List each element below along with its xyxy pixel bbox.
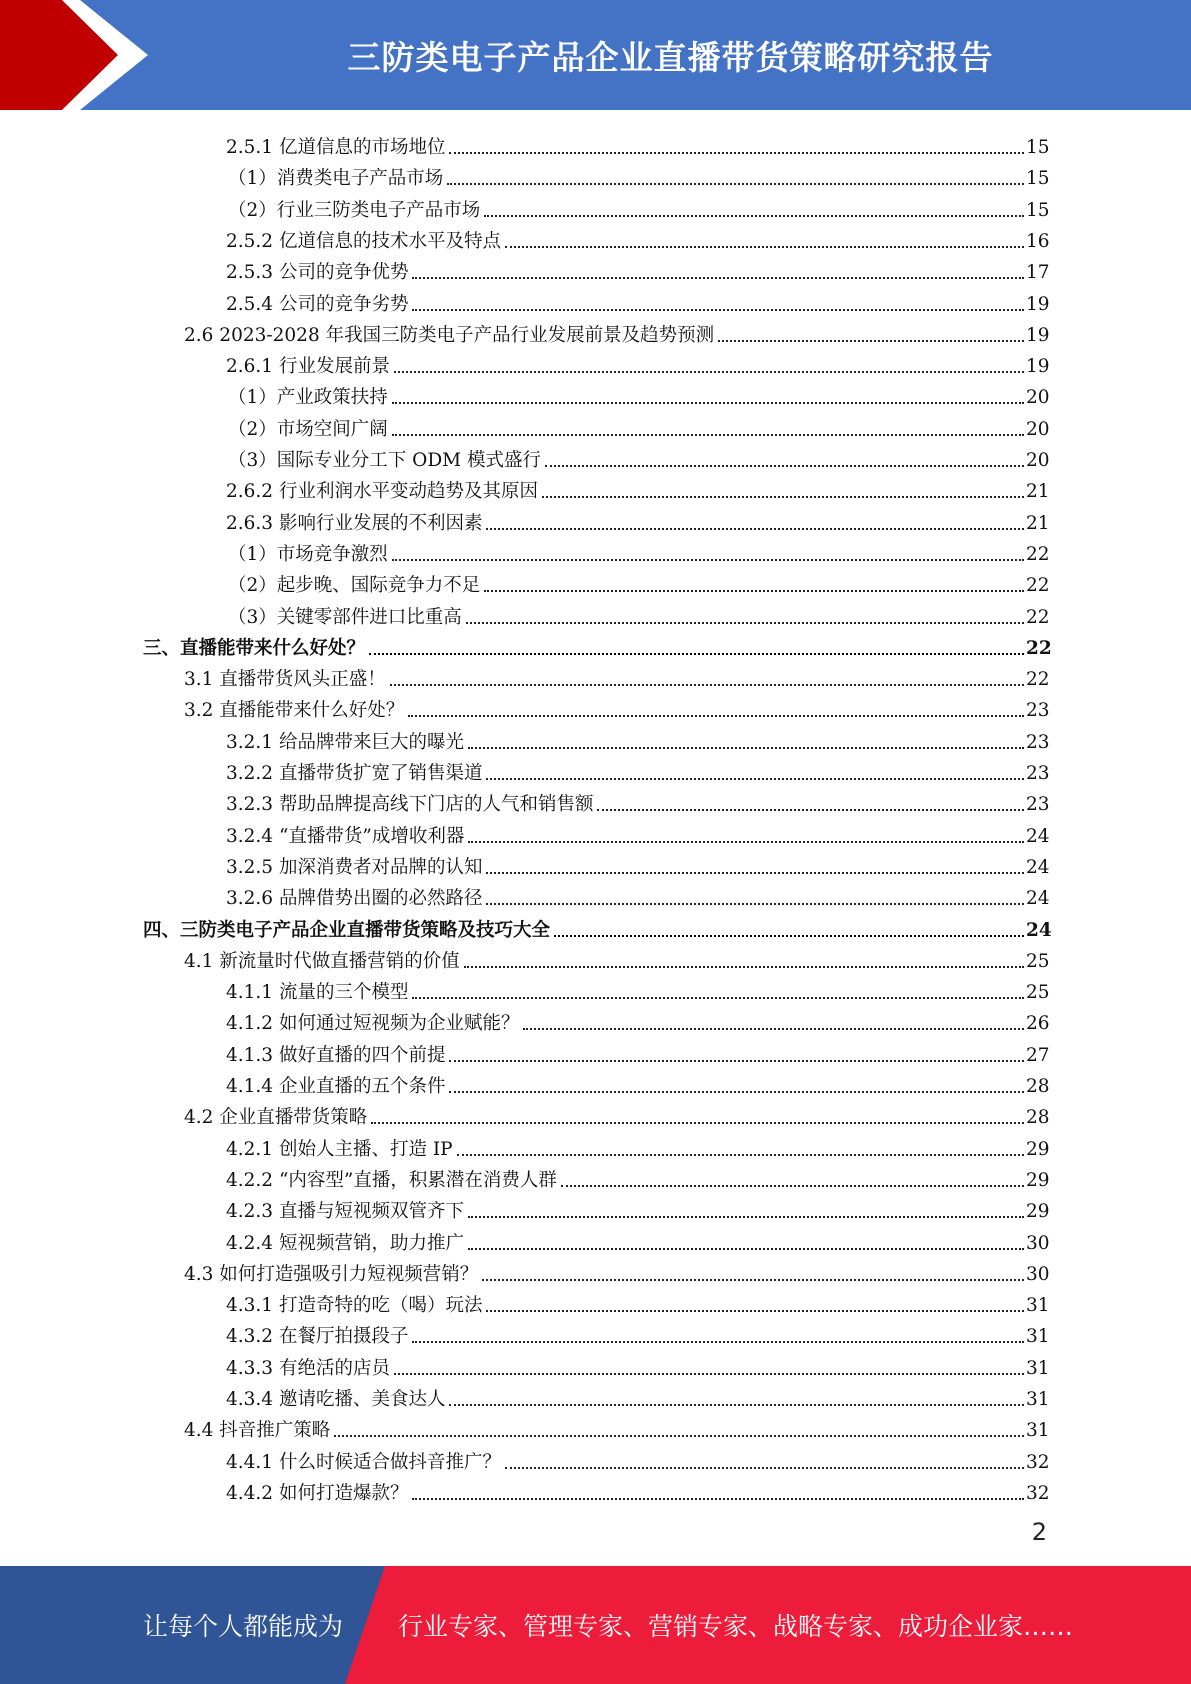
toc-entry[interactable] xyxy=(226,973,1048,1004)
toc-dot-leader xyxy=(408,715,1024,717)
toc-dot-leader xyxy=(449,1091,1024,1093)
toc-entry[interactable] xyxy=(184,691,1048,722)
toc-entry-title: 4.2.3 直播与短视频双管齐下 xyxy=(226,1201,464,1223)
toc-dot-leader xyxy=(392,402,1024,404)
toc-entry[interactable] xyxy=(226,1380,1048,1411)
toc-entry-page: 23 xyxy=(1026,794,1050,816)
toc-dot-leader xyxy=(484,590,1024,592)
toc-entry-title: 4.3.3 有绝活的店员 xyxy=(226,1357,390,1379)
toc-entry-page: 20 xyxy=(1026,387,1050,409)
page-number: 2 xyxy=(1031,1518,1047,1546)
toc-entry[interactable] xyxy=(226,1036,1048,1067)
toc-entry-title: （2）起步晚、国际竞争力不足 xyxy=(228,575,481,597)
toc-entry-page: 29 xyxy=(1026,1138,1050,1160)
toc-dot-leader xyxy=(484,215,1024,217)
toc-entry-page: 27 xyxy=(1026,1044,1050,1066)
toc-entry-page: 28 xyxy=(1026,1107,1050,1129)
toc-entry-page: 23 xyxy=(1026,700,1050,722)
toc-entry-title: 三、直播能带来什么好处？ xyxy=(143,637,366,659)
toc-dot-leader xyxy=(392,434,1024,436)
toc-entry-title: 3.1 直播带货风头正盛！ xyxy=(184,669,386,691)
toc-entry[interactable] xyxy=(143,911,1052,942)
toc-entry-title: 4.4.1 什么时候适合做抖音推广？ xyxy=(226,1451,501,1473)
toc-dot-leader xyxy=(457,1154,1024,1156)
toc-entry-page: 22 xyxy=(1026,669,1050,691)
toc-entry-title: 4.1.3 做好直播的四个前提 xyxy=(226,1044,446,1066)
footer-slogan-left: 让每个人都能成为 xyxy=(143,1612,344,1641)
toc-entry[interactable] xyxy=(228,410,1048,441)
toc-entry-title: 2.6 2023-2028 年我国三防类电子产品行业发展前景及趋势预测 xyxy=(184,324,715,346)
toc-entry-title: 2.6.1 行业发展前景 xyxy=(226,356,390,378)
toc-dot-leader xyxy=(369,653,1024,655)
toc-dot-leader xyxy=(394,1373,1024,1375)
toc-entry[interactable] xyxy=(228,159,1048,190)
toc-entry-page: 21 xyxy=(1026,512,1050,534)
toc-entry-page: 20 xyxy=(1026,418,1050,440)
toc-entry-title: 4.3 如何打造强吸引力短视频营销？ xyxy=(184,1263,479,1285)
toc-entry-title: 3.2.3 帮助品牌提高线下门店的人气和销售额 xyxy=(226,794,594,816)
toc-entry-title: 4.1.1 流量的三个模型 xyxy=(226,982,409,1004)
toc-entry-page: 15 xyxy=(1026,137,1050,158)
toc-entry-page: 19 xyxy=(1026,293,1050,315)
toc-entry-title: （2）行业三防类电子产品市场 xyxy=(228,199,481,221)
toc-entry[interactable] xyxy=(226,128,1048,159)
toc-entry-page: 19 xyxy=(1026,356,1050,378)
toc-dot-leader xyxy=(468,747,1024,749)
toc-entry[interactable] xyxy=(226,1286,1048,1317)
toc-entry[interactable] xyxy=(228,566,1048,597)
toc-entry[interactable] xyxy=(226,1443,1048,1474)
toc-entry-page: 23 xyxy=(1026,763,1050,784)
toc-entry[interactable] xyxy=(226,1224,1048,1255)
toc-entry-title: 2.6.3 影响行业发展的不利因素 xyxy=(226,512,483,534)
toc-entry-title: 4.2.1 创始人主播、打造 IP xyxy=(226,1138,453,1160)
toc-dot-leader xyxy=(486,778,1024,780)
toc-dot-leader xyxy=(464,966,1024,968)
toc-dot-leader xyxy=(542,496,1024,498)
toc-entry-title: 2.5.3 公司的竞争优势 xyxy=(226,262,409,284)
toc-entry-page: 24 xyxy=(1026,919,1052,941)
toc-entry-title: 4.1.4 企业直播的五个条件 xyxy=(226,1076,446,1097)
toc-entry-title: 4.1 新流量时代做直播营销的价值 xyxy=(184,950,460,972)
toc-entry-title: 4.4.2 如何打造爆款？ xyxy=(226,1482,409,1504)
toc-entry-title: 4.1.2 如何通过短视频为企业赋能？ xyxy=(226,1013,520,1035)
toc-dot-leader xyxy=(390,684,1024,686)
toc-entry-page: 15 xyxy=(1026,199,1050,221)
toc-entry-page: 23 xyxy=(1026,731,1050,753)
toc-entry-title: 4.3.4 邀请吃播、美食达人 xyxy=(226,1389,446,1410)
toc-dot-leader xyxy=(486,872,1024,874)
toc-dot-leader xyxy=(486,528,1024,530)
toc-dot-leader xyxy=(466,622,1024,624)
toc-dot-leader xyxy=(561,1185,1024,1187)
toc-entry[interactable] xyxy=(226,817,1048,848)
toc-entry[interactable] xyxy=(228,441,1048,472)
toc-entry-title: 4.3.2 在餐厅拍摄段子 xyxy=(226,1326,409,1348)
page-footer xyxy=(0,1566,1191,1684)
toc-entry-title: 3.2.5 加深消费者对品牌的认知 xyxy=(226,856,483,878)
toc-entry-title: 2.5.1 亿道信息的市场地位 xyxy=(226,137,446,158)
toc-entry[interactable] xyxy=(228,191,1048,222)
toc-entry[interactable] xyxy=(226,848,1048,879)
document-title: 三防类电子产品企业直播带货策略研究报告 xyxy=(347,37,994,77)
toc-entry[interactable] xyxy=(226,285,1048,316)
toc-entry[interactable] xyxy=(226,1130,1048,1161)
toc-entry[interactable] xyxy=(226,504,1048,535)
toc-dot-leader xyxy=(486,903,1024,905)
toc-entry-page: 29 xyxy=(1026,1201,1050,1223)
toc-entry-page: 22 xyxy=(1026,575,1050,597)
toc-entry-page: 16 xyxy=(1026,230,1050,252)
toc-entry[interactable] xyxy=(226,1161,1048,1192)
toc-dot-leader xyxy=(412,309,1024,311)
toc-entry-title: 3.2.2 直播带货扩宽了销售渠道 xyxy=(226,763,483,784)
toc-entry-title: 4.2 企业直播带货策略 xyxy=(184,1107,368,1129)
toc-entry[interactable] xyxy=(226,1474,1048,1505)
toc-entry-page: 32 xyxy=(1026,1451,1050,1473)
toc-entry[interactable] xyxy=(228,535,1048,566)
toc-dot-leader xyxy=(412,277,1024,279)
toc-entry-page: 31 xyxy=(1026,1295,1050,1317)
toc-entry-title: 4.2.4 短视频营销，助力推广 xyxy=(226,1232,464,1254)
toc-dot-leader xyxy=(718,340,1024,342)
toc-entry-page: 17 xyxy=(1026,262,1050,284)
toc-entry-title: （1）消费类电子产品市场 xyxy=(228,168,444,190)
toc-entry-title: 3.2.6 品牌借势出圈的必然路径 xyxy=(226,888,483,910)
toc-entry-title: 2.5.4 公司的竞争劣势 xyxy=(226,293,409,315)
toc-entry-page: 31 xyxy=(1026,1420,1050,1442)
toc-entry-page: 19 xyxy=(1026,324,1050,346)
toc-entry-page: 21 xyxy=(1026,481,1050,503)
toc-entry-title: 3.2.1 给品牌带来巨大的曝光 xyxy=(226,731,464,753)
toc-entry[interactable] xyxy=(226,1067,1048,1098)
toc-entry[interactable] xyxy=(226,785,1048,816)
toc-dot-leader xyxy=(412,1341,1024,1343)
toc-entry-page: 31 xyxy=(1026,1389,1050,1410)
toc-dot-leader xyxy=(449,1404,1024,1406)
toc-dot-leader xyxy=(523,1028,1024,1030)
toc-entry-page: 25 xyxy=(1026,950,1050,972)
toc-entry-title: 4.2.2 “内容型”直播，积累潜在消费人群 xyxy=(226,1169,557,1191)
toc-dot-leader xyxy=(486,1310,1024,1312)
toc-entry-title: 3.2.4 “直播带货”成增收利器 xyxy=(226,825,465,847)
toc-entry-page: 22 xyxy=(1026,543,1050,565)
toc-entry-page: 29 xyxy=(1026,1169,1050,1191)
toc-entry[interactable] xyxy=(226,472,1048,503)
toc-entry-title: 四、三防类电子产品企业直播带货策略及技巧大全 xyxy=(143,919,551,941)
toc-entry-page: 20 xyxy=(1026,450,1050,471)
toc-entry[interactable] xyxy=(184,660,1048,691)
toc-entry[interactable] xyxy=(143,629,1052,660)
toc-entry-title: （3）国际专业分工下 ODM 模式盛行 xyxy=(228,450,541,471)
toc-entry[interactable] xyxy=(228,598,1048,629)
toc-entry[interactable] xyxy=(226,1004,1048,1035)
toc-entry-title: 4.3.1 打造奇特的吃（喝）玩法 xyxy=(226,1295,483,1317)
toc-dot-leader xyxy=(505,1467,1024,1469)
toc-entry-title: 3.2 直播能带来什么好处？ xyxy=(184,700,405,722)
toc-entry-title: 2.5.2 亿道信息的技术水平及特点 xyxy=(226,230,501,252)
toc-entry[interactable] xyxy=(184,1411,1048,1442)
toc-entry-page: 28 xyxy=(1026,1076,1050,1097)
toc-entry-title: （1）产业政策扶持 xyxy=(228,387,388,409)
toc-dot-leader xyxy=(412,997,1024,999)
page-header xyxy=(0,0,1191,110)
toc-dot-leader xyxy=(468,841,1024,843)
toc-entry[interactable] xyxy=(184,316,1048,347)
toc-entry[interactable] xyxy=(226,347,1048,378)
toc-dot-leader xyxy=(447,183,1024,185)
toc-entry[interactable] xyxy=(184,1098,1048,1129)
toc-dot-leader xyxy=(482,1279,1024,1281)
toc-entry-page: 25 xyxy=(1026,982,1050,1004)
toc-entry[interactable] xyxy=(226,754,1048,785)
toc-entry-page: 24 xyxy=(1026,856,1050,878)
toc-entry-page: 31 xyxy=(1026,1357,1050,1379)
toc-dot-leader xyxy=(449,152,1024,154)
toc-entry[interactable] xyxy=(226,1349,1048,1380)
toc-entry-page: 31 xyxy=(1026,1326,1050,1348)
toc-entry[interactable] xyxy=(184,942,1048,973)
toc-dot-leader xyxy=(392,559,1024,561)
toc-dot-leader xyxy=(334,1435,1024,1437)
toc-entry-title: 2.6.2 行业利润水平变动趋势及其原因 xyxy=(226,481,538,503)
toc-entry-title: 4.4 抖音推广策略 xyxy=(184,1420,331,1442)
toc-dot-leader xyxy=(468,1216,1024,1218)
toc-dot-leader xyxy=(597,809,1024,811)
toc-dot-leader xyxy=(412,1498,1024,1500)
toc-entry[interactable] xyxy=(226,1192,1048,1223)
toc-entry[interactable] xyxy=(184,1255,1048,1286)
toc-entry-title: （1）市场竞争激烈 xyxy=(228,543,388,565)
toc-entry[interactable] xyxy=(226,879,1048,910)
toc-entry-page: 22 xyxy=(1026,606,1050,628)
toc-dot-leader xyxy=(545,465,1024,467)
toc-entry[interactable] xyxy=(226,222,1048,253)
toc-entry-title: （2）市场空间广阔 xyxy=(228,418,388,440)
toc-dot-leader xyxy=(371,1122,1024,1124)
toc-entry[interactable] xyxy=(226,723,1048,754)
toc-entry[interactable] xyxy=(226,253,1048,284)
toc-entry[interactable] xyxy=(226,1317,1048,1348)
toc-entry-page: 24 xyxy=(1026,888,1050,910)
toc-entry-page: 30 xyxy=(1026,1263,1050,1285)
toc-dot-leader xyxy=(468,1248,1024,1250)
toc-entry[interactable] xyxy=(228,378,1048,409)
toc-dot-leader xyxy=(505,246,1024,248)
toc-entry-page: 32 xyxy=(1026,1482,1050,1504)
toc-entry-page: 24 xyxy=(1026,825,1050,847)
toc-entry-page: 26 xyxy=(1026,1013,1050,1035)
toc-entry-page: 15 xyxy=(1026,168,1050,190)
toc-entry-page: 22 xyxy=(1026,637,1052,659)
toc-dot-leader xyxy=(449,1060,1024,1062)
footer-slogan-right: 行业专家、管理专家、营销专家、战略专家、成功企业家…… xyxy=(398,1612,1074,1641)
toc-dot-leader xyxy=(394,371,1024,373)
toc-dot-leader xyxy=(554,935,1024,937)
toc-entry-page: 30 xyxy=(1026,1232,1050,1254)
toc-entry-title: （3）关键零部件进口比重高 xyxy=(228,606,462,628)
